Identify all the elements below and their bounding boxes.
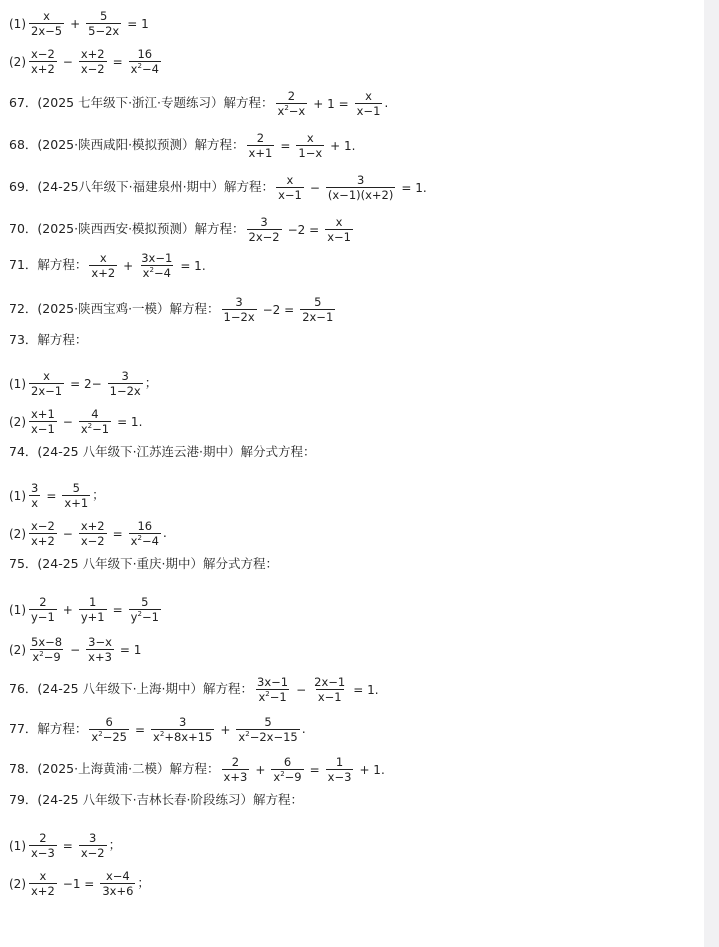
numerator: 3	[31, 481, 39, 495]
numerator: x	[335, 215, 343, 229]
numerator: 2	[39, 831, 47, 845]
denominator: x−2	[80, 62, 105, 77]
equation-line	[9, 174, 431, 201]
subpart-label: (1)	[9, 602, 26, 617]
operator: +	[70, 16, 81, 31]
fraction	[29, 832, 57, 859]
operator: =	[46, 488, 57, 503]
operator: = 1.	[180, 258, 206, 273]
denominator: 2x−2	[248, 230, 280, 245]
question-text: .	[162, 525, 167, 541]
operator: −	[309, 180, 320, 195]
fraction	[62, 482, 90, 509]
numerator: 5x−8	[31, 635, 63, 649]
operator: = 1.	[117, 414, 143, 429]
operator: =	[309, 762, 320, 777]
fraction	[29, 370, 64, 397]
denominator: x+3	[223, 770, 248, 785]
operator: + 1.	[359, 762, 385, 777]
question-text: 73．解方程：	[9, 332, 88, 347]
denominator: $x^2-2x-15$	[238, 730, 298, 745]
numerator: x+2	[80, 519, 105, 533]
equation-line	[9, 334, 87, 347]
equation-line	[9, 370, 157, 397]
denominator: 1−x	[298, 146, 323, 161]
fraction	[79, 48, 107, 75]
operator: = 2−	[70, 376, 102, 391]
denominator: x−3	[31, 846, 55, 861]
numerator: 1	[335, 755, 344, 769]
numerator: x+1	[31, 407, 55, 421]
question-text: .	[384, 95, 389, 111]
denominator: 1−2x	[223, 310, 255, 325]
fraction	[312, 676, 347, 703]
fraction	[129, 48, 161, 75]
operator: +	[220, 722, 231, 737]
fraction	[129, 520, 161, 547]
fraction	[100, 870, 135, 897]
numerator: 2x−1	[314, 675, 346, 689]
question-text: 72．(2025·陕西宝鸡·一模）解方程：	[9, 301, 220, 317]
numerator: 3	[260, 215, 268, 229]
denominator: (x−1)(x+2)	[327, 188, 394, 203]
equation-line	[9, 636, 145, 663]
numerator: 4	[91, 407, 99, 421]
denominator: $x^2-4$	[130, 534, 159, 549]
denominator: x+1	[64, 496, 89, 511]
subpart-label: (2)	[9, 526, 26, 541]
equation-line	[9, 132, 359, 159]
subpart-label: (2)	[9, 414, 26, 429]
question-text: ；	[92, 487, 105, 503]
denominator: x+3	[88, 650, 112, 665]
denominator: 2x−1	[31, 384, 63, 399]
denominator: x+2	[31, 62, 55, 77]
fraction	[326, 756, 354, 783]
denominator: $x^2-1$	[80, 422, 110, 437]
denominator: x−1	[31, 422, 55, 437]
denominator: x−1	[278, 188, 302, 203]
denominator: x−1	[317, 690, 342, 705]
fraction	[276, 90, 308, 117]
fraction	[79, 520, 107, 547]
numerator: 1	[89, 595, 97, 609]
equation-line	[9, 832, 121, 859]
question-text: 69．(24-25八年级下·福建泉州·期中）解方程：	[9, 179, 275, 195]
equation-line	[9, 446, 316, 459]
operator: =	[112, 54, 123, 69]
denominator: x+2	[31, 884, 55, 899]
denominator: x−1	[356, 104, 381, 119]
numerator: 16	[137, 519, 153, 533]
numerator: 3	[356, 173, 365, 187]
numerator: 5	[314, 295, 322, 309]
question-text: 76．(24-25 八年级下·上海·期中）解方程：	[9, 681, 254, 697]
equation-line	[9, 252, 210, 279]
denominator: 2x−5	[31, 24, 63, 39]
fraction	[86, 10, 121, 37]
fraction	[139, 252, 174, 279]
fraction	[129, 596, 161, 623]
question-text: ；	[108, 837, 122, 853]
numerator: 2	[39, 595, 47, 609]
fraction	[89, 716, 129, 743]
equation-line	[9, 296, 337, 323]
fraction	[326, 174, 395, 201]
denominator: $x^2+8x+15$	[153, 730, 213, 745]
equation-line	[9, 716, 306, 743]
operator: −2 =	[262, 302, 295, 317]
fraction	[247, 216, 282, 243]
operator: = 1.	[401, 180, 427, 195]
subpart-label: (1)	[9, 16, 26, 31]
operator: −	[62, 54, 73, 69]
numerator: x	[306, 131, 314, 145]
numerator: x	[286, 173, 294, 187]
numerator: 5	[264, 715, 272, 729]
fraction	[325, 216, 353, 243]
fraction	[271, 756, 303, 783]
equation-line	[9, 756, 389, 783]
equation-line	[9, 870, 150, 897]
denominator: x−1	[327, 230, 351, 245]
subpart-label: (1)	[9, 376, 26, 391]
scrollbar-track[interactable]	[704, 0, 719, 947]
operator: +	[255, 762, 266, 777]
subpart-label: (2)	[9, 54, 26, 69]
denominator: $y^2-1$	[130, 610, 159, 625]
fraction	[29, 596, 57, 623]
fraction	[300, 296, 335, 323]
equation-line	[9, 216, 355, 243]
denominator: $x^2-9$	[273, 770, 302, 785]
denominator: x−2	[80, 846, 105, 861]
denominator: 5−2x	[88, 24, 120, 39]
denominator: $x^2-25$	[91, 730, 127, 745]
numerator: 3x−1	[257, 675, 289, 689]
fraction	[79, 408, 111, 435]
numerator: x	[43, 9, 50, 23]
numerator: 2	[256, 131, 265, 145]
fraction	[79, 832, 107, 859]
question-text: 79．(24-25 八年级下·吉林长春·阶段练习）解方程：	[9, 792, 304, 807]
denominator: x−2	[80, 534, 105, 549]
operator: +	[123, 258, 134, 273]
operator: −	[296, 682, 307, 697]
numerator: 5	[100, 9, 108, 23]
numerator: 6	[105, 715, 113, 729]
numerator: 5	[141, 595, 149, 609]
numerator: x	[39, 869, 47, 883]
question-text: 67．(2025 七年级下·浙江·专题练习）解方程：	[9, 95, 274, 111]
denominator: 3x+6	[102, 884, 134, 899]
operator: + 1.	[330, 138, 356, 153]
question-text: 77．解方程：	[9, 721, 88, 737]
operator: −2 =	[287, 222, 320, 237]
denominator: y−1	[31, 610, 55, 625]
operator: −	[62, 414, 73, 429]
numerator: x−2	[31, 519, 55, 533]
fraction	[255, 676, 290, 703]
operator: −	[70, 642, 81, 657]
denominator: 2x−1	[302, 310, 334, 325]
operator: −	[62, 526, 73, 541]
equation-line	[9, 48, 163, 75]
subpart-label: (1)	[9, 838, 26, 853]
numerator: x	[365, 89, 372, 103]
numerator: x	[99, 251, 107, 265]
fraction	[355, 90, 383, 117]
numerator: 3x−1	[141, 251, 173, 265]
numerator: 5	[72, 481, 80, 495]
question-text: 78．(2025·上海黄浦·二模）解方程：	[9, 761, 220, 777]
equation-line	[9, 676, 383, 703]
fraction	[29, 48, 57, 75]
numerator: 3	[121, 369, 129, 383]
denominator: x+2	[31, 534, 55, 549]
numerator: 16	[137, 47, 153, 61]
question-text: 68．(2025·陕西咸阳·模拟预测）解方程：	[9, 137, 245, 153]
operator: =	[280, 138, 291, 153]
operator: = 1	[119, 642, 142, 657]
equation-line	[9, 10, 153, 37]
operator: =	[112, 526, 123, 541]
fraction	[247, 132, 275, 159]
denominator: x+1	[248, 146, 273, 161]
fraction	[29, 482, 40, 509]
numerator: 6	[283, 755, 292, 769]
question-text: ；	[137, 875, 150, 891]
question-text: 74．(24-25 八年级下·江苏连云港·期中）解分式方程：	[9, 444, 316, 459]
equation-line	[9, 90, 388, 117]
question-text: 75．(24-25 八年级下·重庆·期中）解分式方程：	[9, 556, 279, 571]
equation-line	[9, 596, 163, 623]
fraction	[29, 10, 64, 37]
operator: + 1 =	[313, 96, 349, 111]
equation-line	[9, 794, 303, 807]
numerator: 3	[89, 831, 97, 845]
fraction	[276, 174, 304, 201]
numerator: 3	[179, 715, 187, 729]
fraction	[89, 252, 117, 279]
equation-line	[9, 520, 167, 547]
operator: =	[112, 602, 123, 617]
fraction	[108, 370, 143, 397]
fraction	[222, 296, 257, 323]
denominator: $x^2-4$	[130, 62, 159, 77]
subpart-label: (2)	[9, 642, 26, 657]
numerator: x−2	[31, 47, 55, 61]
question-text: 71．解方程：	[9, 257, 88, 273]
numerator: 2	[287, 89, 296, 103]
equation-line	[9, 408, 146, 435]
fraction	[79, 596, 107, 623]
fraction	[222, 756, 250, 783]
fraction	[296, 132, 324, 159]
fraction	[29, 636, 64, 663]
subpart-label: (1)	[9, 488, 26, 503]
operator: =	[62, 838, 73, 853]
denominator: y+1	[80, 610, 105, 625]
denominator: $x^2-1$	[258, 690, 287, 705]
question-text: .	[301, 721, 306, 737]
numerator: 3	[235, 295, 243, 309]
fraction	[29, 520, 57, 547]
operator: +	[62, 602, 73, 617]
question-text: ；	[144, 375, 158, 391]
operator: = 1.	[353, 682, 379, 697]
denominator: $x^2-x$	[277, 104, 306, 119]
denominator: $x^2-9$	[32, 650, 61, 665]
numerator: x+2	[80, 47, 105, 61]
numerator: x	[43, 369, 50, 383]
numerator: 2	[231, 755, 240, 769]
numerator: x−4	[105, 869, 130, 883]
operator: = 1	[127, 16, 149, 31]
equation-line	[9, 558, 278, 571]
fraction	[86, 636, 114, 663]
operator: =	[134, 722, 146, 737]
fraction	[151, 716, 214, 743]
denominator: x	[31, 496, 39, 511]
denominator: x+2	[91, 266, 116, 281]
equation-line	[9, 482, 105, 509]
fraction	[236, 716, 299, 743]
fraction	[29, 870, 57, 897]
operator: −1 =	[62, 876, 95, 891]
denominator: $x^2-4$	[142, 266, 171, 281]
numerator: 3−x	[88, 635, 112, 649]
subpart-label: (2)	[9, 876, 26, 891]
fraction	[29, 408, 57, 435]
denominator: x−3	[327, 770, 352, 785]
denominator: 1−2x	[109, 384, 141, 399]
question-text: 70．(2025·陕西西安·模拟预测）解方程：	[9, 221, 245, 237]
